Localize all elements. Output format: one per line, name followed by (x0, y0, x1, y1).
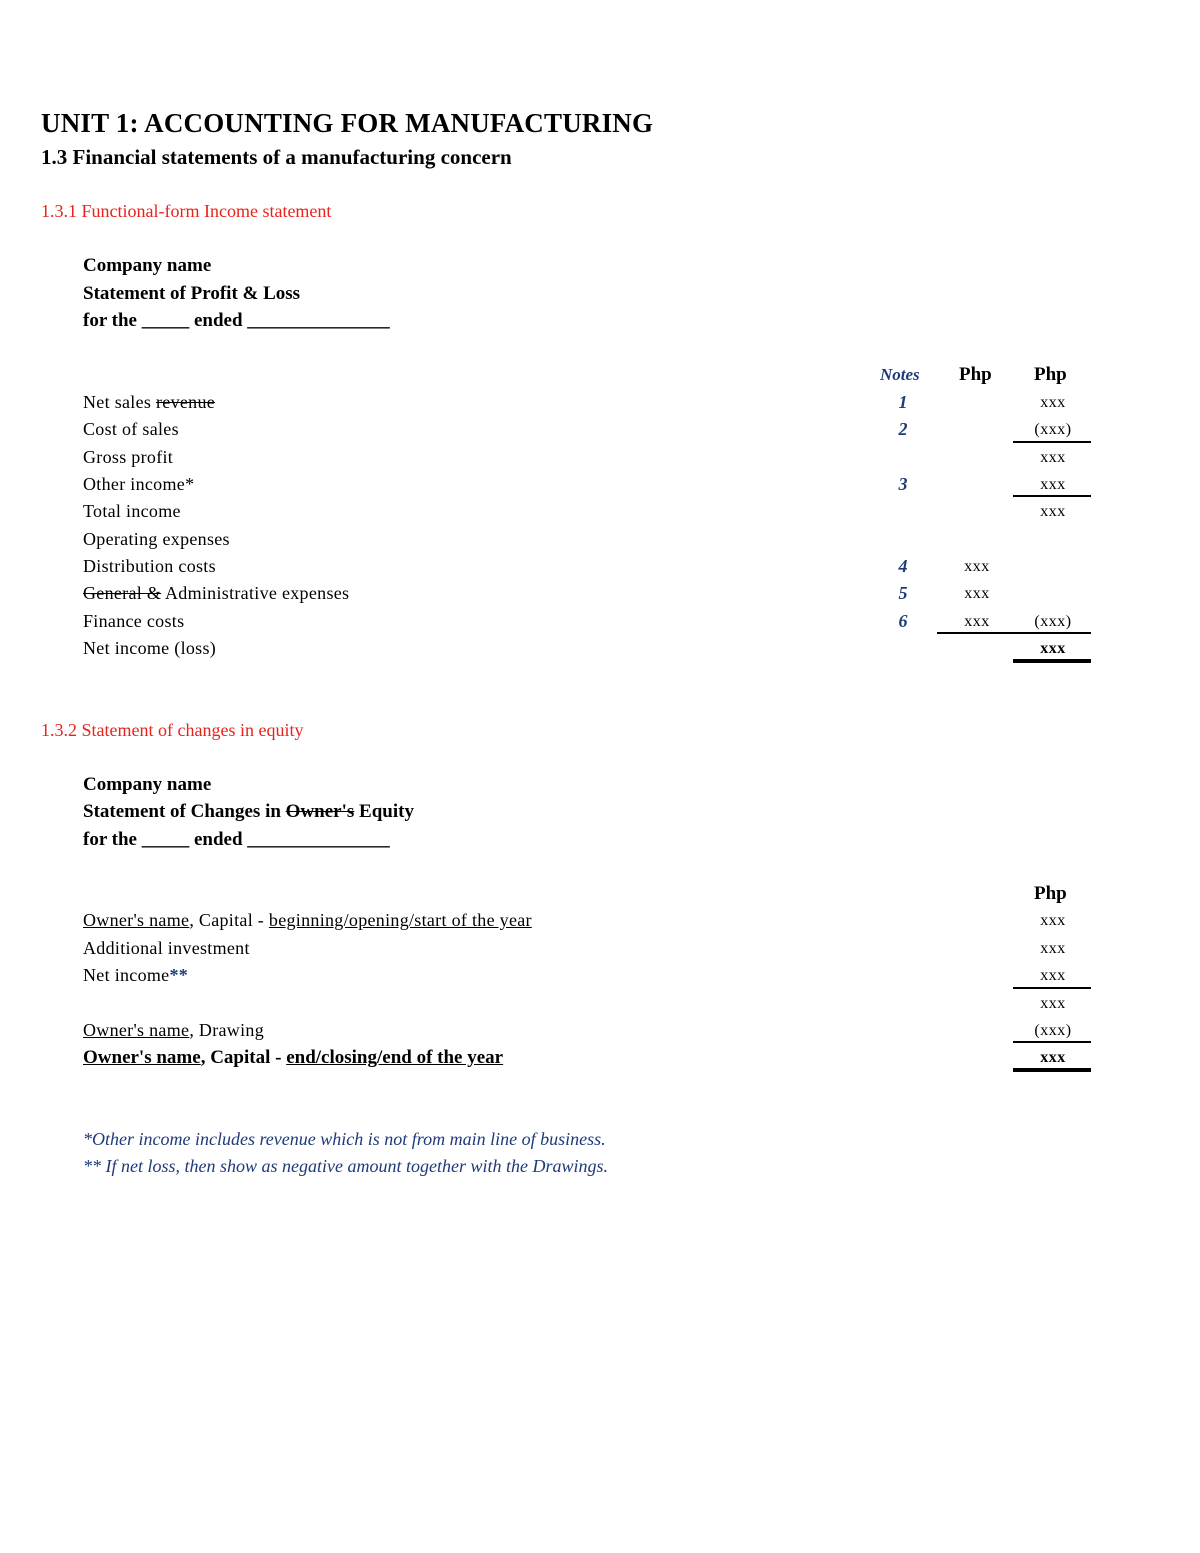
is-row-cost-of-sales: Cost of sales (83, 419, 179, 439)
row-label-struck: revenue (155, 392, 216, 412)
amount-col2: xxx (1040, 394, 1066, 411)
amount: xxx (1040, 940, 1066, 957)
section-subtitle: 1.3 Financial statements of a manufacturing concern (41, 145, 512, 169)
footnote-other-income: *Other income includes revenue which is not from main line of business. (83, 1129, 606, 1149)
owner-name: Owner's name (83, 910, 190, 930)
note-ref: 4 (898, 556, 908, 576)
row-label: Administrative expenses (161, 583, 350, 603)
amount: (xxx) (1034, 1022, 1072, 1039)
row-rest: , Drawing (189, 1020, 264, 1040)
eq-row-drawing (83, 1020, 264, 1041)
note-ref: 3 (898, 474, 908, 494)
amount: xxx (1040, 967, 1066, 984)
eq-row-capital-end (83, 1047, 503, 1069)
eq-row-capital-beginning (83, 910, 532, 931)
notes-column-header: Notes (880, 365, 920, 384)
total-double-rule (1013, 659, 1091, 663)
subtotal-rule (1013, 987, 1091, 989)
title-part: Statement of Changes in (83, 801, 286, 822)
amount-col2: (xxx) (1034, 421, 1072, 438)
footnote-net-loss: ** If net loss, then show as negative amount together with the Drawings. (83, 1156, 608, 1176)
amount-col2: (xxx) (1034, 613, 1072, 630)
is-row-total-income: Total income (83, 501, 181, 521)
is-row-operating-expenses: Operating expenses (83, 529, 230, 549)
is-row-net-sales (83, 392, 215, 413)
php-column-header-1: Php (959, 364, 992, 385)
subtotal-rule (937, 632, 1015, 634)
owner-name: Owner's name (83, 1020, 190, 1040)
amount-col1: xxx (964, 558, 990, 575)
unit-title: UNIT 1: ACCOUNTING FOR MANUFACTURING (41, 108, 654, 138)
row-mid: , Capital - (189, 910, 269, 930)
note-ref: 1 (898, 392, 908, 412)
subtotal-rule (1013, 441, 1091, 443)
amount-col2: xxx (1040, 476, 1066, 493)
amount-subtotal: xxx (1040, 995, 1066, 1012)
title-struck: Owner's (285, 801, 355, 822)
income-statement-heading: 1.3.1 Functional-form Income statement (41, 201, 332, 221)
is-period-line: for the _____ ended _______________ (83, 310, 390, 331)
row-label: Net sales (83, 392, 156, 412)
subtotal-rule (1013, 495, 1091, 497)
period-desc: beginning/opening/start of the year (268, 910, 532, 930)
row-label: Net income (83, 965, 170, 985)
php-column-header-2: Php (1034, 364, 1067, 385)
eq-row-net-income (83, 965, 188, 986)
row-label-struck: General & (83, 583, 162, 603)
subtotal-rule (1013, 1041, 1091, 1043)
eq-company-name: Company name (83, 774, 212, 795)
equity-statement-heading: 1.3.2 Statement of changes in equity (41, 720, 304, 740)
amount-col2: xxx (1040, 503, 1066, 520)
amount-col1: xxx (964, 613, 990, 630)
is-row-distribution-costs: Distribution costs (83, 556, 216, 576)
is-row-gross-profit: Gross profit (83, 447, 174, 467)
amount-total: xxx (1040, 1049, 1066, 1066)
is-row-admin-expenses (83, 583, 349, 604)
period-desc: end/closing/end of the year (286, 1047, 504, 1068)
title-part: Equity (354, 801, 414, 822)
note-ref: 5 (898, 583, 908, 603)
is-company-name: Company name (83, 255, 212, 276)
php-column-header: Php (1034, 883, 1067, 904)
amount-col1: xxx (964, 585, 990, 602)
note-ref: 2 (898, 419, 908, 439)
total-double-rule (1013, 1068, 1091, 1072)
row-mid: , Capital - (200, 1047, 287, 1068)
is-row-net-income: Net income (loss) (83, 638, 217, 658)
amount: xxx (1040, 912, 1066, 929)
is-row-other-income: Other income* (83, 474, 195, 494)
owner-name: Owner's name (83, 1047, 201, 1068)
amount-col2: xxx (1040, 640, 1066, 657)
is-row-finance-costs: Finance costs (83, 611, 185, 631)
is-statement-title: Statement of Profit & Loss (83, 283, 301, 304)
subtotal-rule (1013, 632, 1091, 634)
eq-period-line: for the _____ ended _______________ (83, 829, 390, 850)
footnote-marker: ** (169, 965, 189, 985)
amount-col2: xxx (1040, 449, 1066, 466)
note-ref: 6 (898, 611, 908, 631)
eq-statement-title (83, 801, 414, 823)
eq-row-additional-investment: Additional investment (83, 938, 250, 958)
